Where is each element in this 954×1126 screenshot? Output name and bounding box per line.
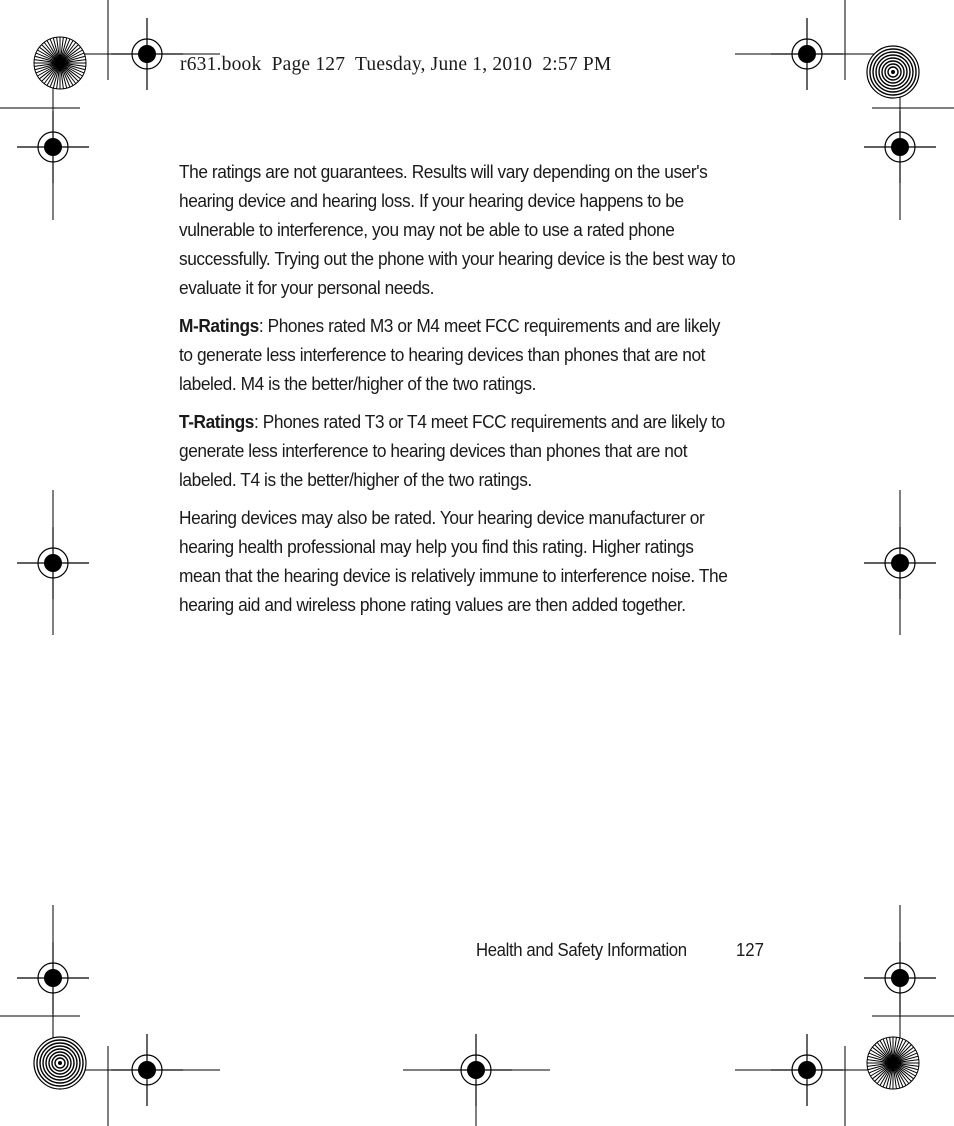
t-ratings-text: : Phones rated T3 or T4 meet FCC requirements and are likely to generate less interference to hearing devices than phones that are not labeled. T4 is the better/higher of the two ratings. [179, 411, 725, 490]
term-t-ratings: T-Ratings [179, 411, 255, 432]
print-slug: r631.book Page 127 Tuesday, June 1, 2010 2:57 PM [180, 54, 612, 75]
paragraph-ratings-disclaimer: The ratings are not guarantees. Results will vary depending on the user's hearing device and hearing loss. If your hearing device happens to be vulnerable to interference, you may not be able to use a rated phone successfully. Trying out the phone with your hearing device is the best way to evaluate it for your personal needs. [179, 161, 736, 298]
page-number: 127 [736, 940, 764, 960]
paragraph-hearing-devices: Hearing devices may also be rated. Your hearing device manufacturer or hearing health professional may help you find this rating. Higher ratings mean that the hearing device is relatively immune to interference noise. The hearing aid and wireless phone rating values are then added together. [179, 507, 728, 615]
term-m-ratings: M-Ratings [179, 315, 259, 336]
paragraph-m-ratings [179, 311, 737, 398]
m-ratings-text: : Phones rated M3 or M4 meet FCC requirements and are likely to generate less interference to hearing devices than phones that are not labeled. M4 is the better/higher of the two ratings. [179, 315, 721, 394]
body-text [179, 157, 737, 628]
footer-section-title: Health and Safety Information [476, 940, 687, 960]
paragraph-t-ratings [179, 407, 737, 494]
